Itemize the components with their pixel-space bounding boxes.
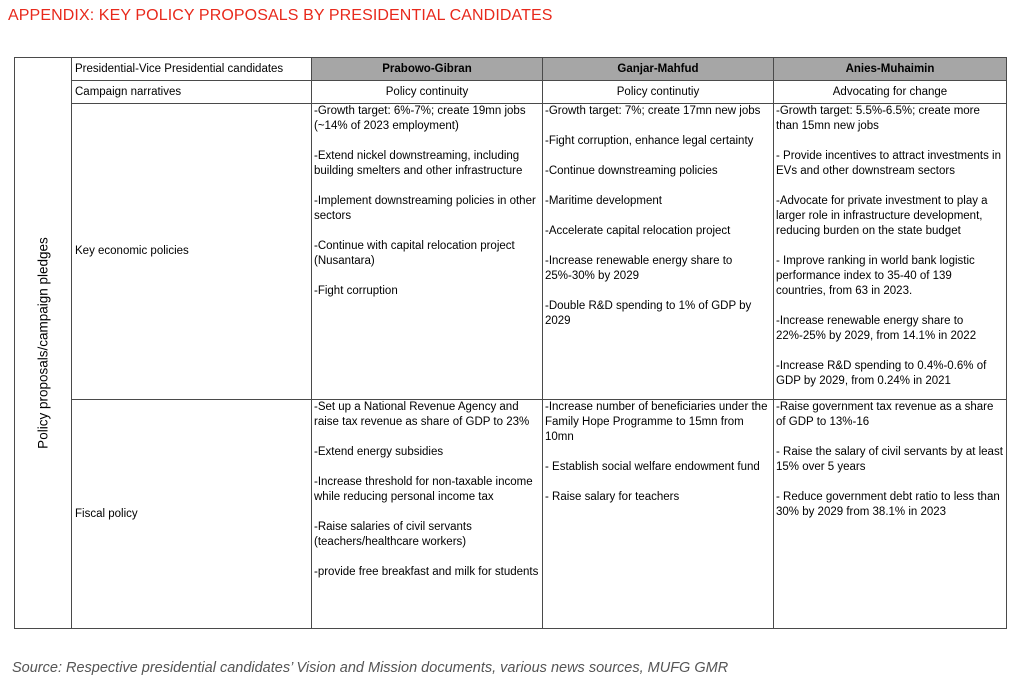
side-label-cell [15,58,72,629]
economic-cell [774,104,1007,400]
header-label: Presidential-Vice Presidential candidates [72,58,312,81]
candidate-header: Anies-Muhaimin [774,58,1007,81]
policy-item: -Set up a National Revenue Agency and raise tax revenue as share of GDP to 23% [314,401,530,428]
economic-cell [543,104,774,400]
narrative-cell: Advocating for change [774,81,1007,104]
source-note: Source: Respective presidential candidates’ Vision and Mission documents, various news sources, MUFG GMR [12,660,729,676]
narrative-cell: Policy continutiy [543,81,774,104]
policy-item: - Reduce government debt ratio to less than 30% by 2029 from 38.1% in 2023 [776,491,1000,518]
policy-item: -Fight corruption [314,285,398,297]
policy-item: -provide free breakfast and milk for students [314,566,539,578]
narrative-cell: Policy continuity [312,81,543,104]
policy-item: -Implement downstreaming policies in other sectors [314,195,536,222]
policy-item: -Increase renewable energy share to 25%-30% by 2029 [545,255,733,282]
policy-item: -Accelerate capital relocation project [545,225,731,237]
narratives-label: Campaign narratives [72,81,312,104]
policy-item: -Continue with capital relocation project (Nusantara) [314,240,515,267]
policy-item: - Establish social welfare endowment fund [545,461,760,473]
policy-item: -Advocate for private investment to play a larger role in infrastructure development, reducing burden on the state budget [776,195,988,237]
fiscal-cell [774,400,1007,629]
candidate-header: Ganjar-Mahfud [543,58,774,81]
policy-item: -Growth target: 6%-7%; create 19mn jobs (~14% of 2023 employment) [314,105,526,132]
policy-item: -Increase R&D spending to 0.4%-0.6% of GDP by 2029, from 0.24% in 2021 [776,360,987,387]
policy-item: -Raise salaries of civil servants (teachers/healthcare workers) [314,521,472,548]
policy-item: - Raise salary for teachers [545,491,680,503]
policy-item: -Extend energy subsidies [314,446,444,458]
fiscal-cell [543,400,774,629]
policy-item: -Continue downstreaming policies [545,165,718,177]
policy-item: -Growth target: 5.5%-6.5%; create more than 15mn new jobs [776,105,980,132]
policy-item: -Raise government tax revenue as a share of GDP to 13%-16 [776,401,994,428]
policy-item: -Double R&D spending to 1% of GDP by 2029 [545,300,752,327]
fiscal-cell [312,400,543,629]
policy-item: - Improve ranking in world bank logistic performance index to 35-40 of 139 countries, from 63 in 2023. [776,255,975,297]
policy-item: -Increase threshold for non-taxable income while reducing personal income tax [314,476,533,503]
policy-table [14,57,1007,629]
page-title: APPENDIX: KEY POLICY PROPOSALS BY PRESIDENTIAL CANDIDATES [8,7,553,24]
economic-cell [312,104,543,400]
policy-item: - Raise the salary of civil servants by at least 15% over 5 years [776,446,1003,473]
policy-item: -Maritime development [545,195,662,207]
economic-label: Key economic policies [72,104,312,400]
candidate-header: Prabowo-Gibran [312,58,543,81]
policy-item: -Increase renewable energy share to 22%-25% by 2029, from 14.1% in 2022 [776,315,977,342]
policy-item: - Provide incentives to attract investments in EVs and other downstream sectors [776,150,1001,177]
policy-item: -Fight corruption, enhance legal certainty [545,135,754,147]
fiscal-label: Fiscal policy [72,400,312,629]
policy-item: -Growth target: 7%; create 17mn new jobs [545,105,761,117]
side-label: Policy proposals/campaign pledges [35,237,51,449]
policy-item: -Increase number of beneficiaries under the Family Hope Programme to 15mn from 10mn [545,401,768,443]
policy-item: -Extend nickel downstreaming, including building smelters and other infrastructure [314,150,523,177]
